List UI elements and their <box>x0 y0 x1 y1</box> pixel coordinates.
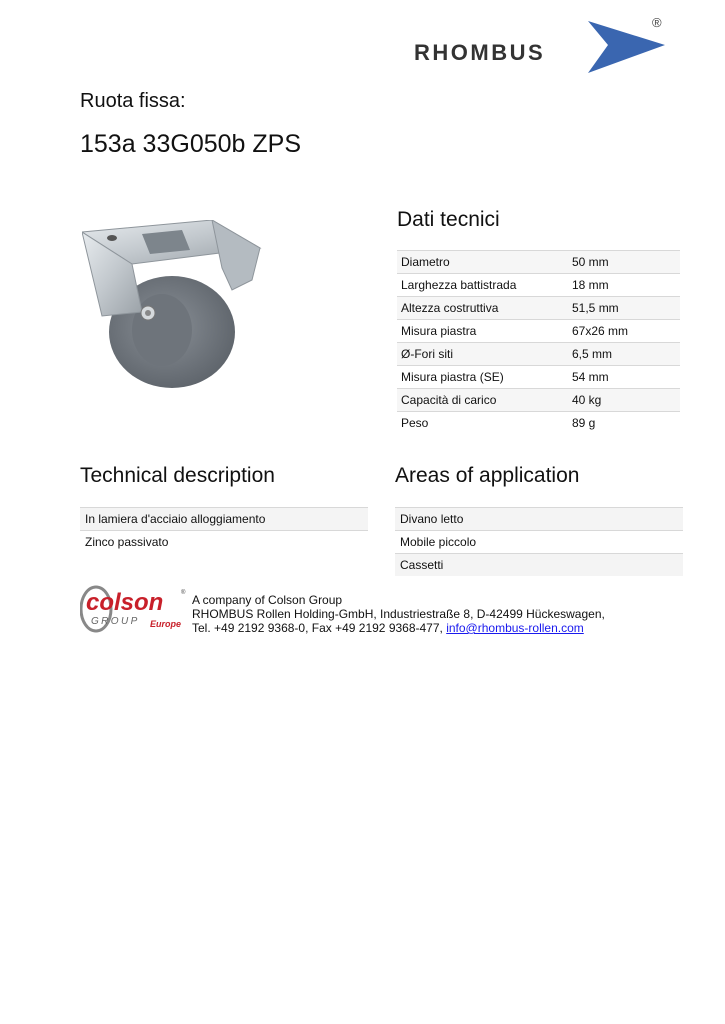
specs-heading: Dati tecnici <box>397 208 500 231</box>
list-item: Cassetti <box>395 554 683 577</box>
spec-label: Larghezza battistrada <box>397 274 568 297</box>
table-row <box>397 320 680 343</box>
spec-label: Altezza costruttiva <box>397 297 568 320</box>
spec-label: Misura piastra <box>397 320 568 343</box>
colson-word: colson <box>86 589 164 616</box>
brand-name: RHOMBUS <box>414 40 546 65</box>
table-row <box>395 554 683 577</box>
footer-line-company: A company of Colson Group <box>192 593 343 607</box>
spec-value: 50 mm <box>568 251 680 274</box>
table-row <box>397 251 680 274</box>
table-row <box>397 343 680 366</box>
table-row <box>80 508 368 531</box>
spec-label: Capacità di carico <box>397 389 568 412</box>
colson-europe-word: Europe <box>150 619 182 629</box>
product-type: Ruota fissa: <box>80 90 186 112</box>
spec-value: 6,5 mm <box>568 343 680 366</box>
email-link[interactable]: info@rhombus-rollen.com <box>446 621 584 635</box>
table-row <box>397 366 680 389</box>
list-item: Zinco passivato <box>80 531 368 554</box>
table-row <box>397 389 680 412</box>
spec-label: Diametro <box>397 251 568 274</box>
list-item: Mobile piccolo <box>395 531 683 554</box>
castor-wheel-image <box>82 220 262 390</box>
product-code: 153a 33G050b ZPS <box>80 130 301 158</box>
spec-value: 54 mm <box>568 366 680 389</box>
areas-table <box>395 507 683 576</box>
table-row <box>397 297 680 320</box>
table-row <box>397 412 680 435</box>
colson-group-word: GROUP <box>91 616 140 627</box>
spec-value: 89 g <box>568 412 680 435</box>
colson-registered-mark: ® <box>181 590 186 596</box>
spec-value: 40 kg <box>568 389 680 412</box>
list-item: In lamiera d'acciaio alloggiamento <box>80 508 368 531</box>
technical-description-table <box>80 507 368 553</box>
table-row <box>395 508 683 531</box>
footer-line-address: RHOMBUS Rollen Holding-GmbH, Industriestraße 8, D-42499 Hückeswagen, <box>192 607 605 621</box>
spec-value: 67x26 mm <box>568 320 680 343</box>
areas-heading: Areas of application <box>395 464 580 487</box>
table-row <box>395 531 683 554</box>
registered-mark: ® <box>652 15 662 30</box>
specs-table <box>397 250 680 434</box>
spec-value: 18 mm <box>568 274 680 297</box>
table-row <box>397 274 680 297</box>
spec-value: 51,5 mm <box>568 297 680 320</box>
colson-group-logo <box>80 584 188 634</box>
spec-label: Misura piastra (SE) <box>397 366 568 389</box>
spec-label: Peso <box>397 412 568 435</box>
technical-description-heading: Technical description <box>80 464 275 487</box>
footer-phone-fax: Tel. +49 2192 9368-0, Fax +49 2192 9368-477, <box>192 621 447 635</box>
company-footer <box>192 593 605 635</box>
footer-line-contact <box>192 621 605 635</box>
table-row <box>80 531 368 554</box>
spec-label: Ø-Fori siti <box>397 343 568 366</box>
list-item: Divano letto <box>395 508 683 531</box>
